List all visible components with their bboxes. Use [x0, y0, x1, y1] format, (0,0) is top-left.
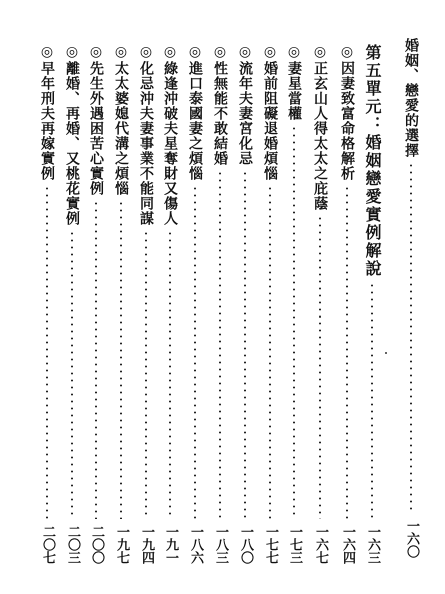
toc-entry-page: 一六〇 [404, 519, 419, 558]
dot-leader [46, 185, 48, 519]
section-heading-title: 第五單元：婚姻戀愛實例解說 [363, 44, 382, 278]
toc-entry [85, 44, 107, 564]
toc-entry-title: ◎婚前阻礙退婚煩惱 [262, 44, 278, 181]
toc-entry-title: ◎早年刑夫再嫁實例 [39, 44, 55, 181]
toc-entry-page: 一九四 [139, 525, 154, 564]
toc-entry-page: 二〇七 [40, 525, 55, 564]
toc-entry [259, 44, 281, 564]
toc-entry-page: 二〇〇 [89, 525, 104, 564]
toc-entry-page: 二〇三 [65, 525, 80, 564]
toc-entry [184, 44, 206, 564]
toc-entry-page: 一六四 [340, 525, 355, 564]
toc-entry-title: ◎妻星當權 [286, 44, 302, 121]
print-speck [319, 316, 321, 318]
toc-entry-title: ◎化忌沖夫妻事業不能同謀 [138, 44, 154, 226]
toc-entry-title: ◎先生外遇困苦心實例 [88, 44, 104, 196]
dot-leader [169, 230, 171, 519]
dot-leader [319, 215, 321, 519]
toc-entry-title: ◎因妻致富命格解析 [339, 44, 355, 181]
toc-entry-page: 一九七 [114, 525, 129, 564]
toc-entry [400, 38, 422, 558]
dot-leader [95, 200, 97, 519]
dot-leader [346, 185, 348, 519]
dot-leader [371, 282, 373, 519]
toc-entry-title: ◎性無能不敢結婚 [212, 44, 228, 166]
dot-leader [410, 162, 412, 513]
toc-entry-page: 一六七 [313, 525, 328, 564]
dot-leader [293, 125, 295, 519]
toc-entry-title: ◎太太婆媳代溝之煩惱 [113, 44, 129, 196]
toc-entry-title: ◎綠逢沖破夫星奪財又傷人 [162, 44, 178, 226]
toc-entry [209, 44, 231, 564]
toc-entry-title: ◎離婚、再婚、又桃花實例 [64, 44, 80, 226]
toc-entry-title: ◎進口泰國妻之煩惱 [187, 44, 203, 181]
dot-leader [120, 200, 122, 519]
toc-entry [309, 44, 331, 564]
toc-entry [234, 44, 256, 564]
toc-entry-page: 一九一 [163, 525, 178, 564]
dot-leader [194, 185, 196, 519]
dot-leader [244, 170, 246, 519]
toc-entry [135, 44, 157, 564]
toc-entry [110, 44, 132, 564]
dot-leader [71, 230, 73, 519]
dot-leader [219, 170, 221, 519]
dot-leader [145, 230, 147, 519]
toc-entry [336, 44, 358, 564]
toc-entry-page: 一七七 [263, 525, 278, 564]
toc-entry-title: 婚姻、戀愛的選擇 [403, 38, 419, 158]
toc-entry-title: ◎正玄山人得太太之庇蔭 [312, 44, 328, 211]
toc-entry-page: 一八〇 [238, 525, 253, 564]
toc-entry-page: 一七三 [287, 525, 302, 564]
toc-entry [61, 44, 83, 564]
toc-entry-page: 一八三 [213, 525, 228, 564]
toc-entry-title: ◎流年夫妻宮化忌 [237, 44, 253, 166]
section-heading [361, 44, 383, 564]
dot-leader [269, 185, 271, 519]
toc-entry-page: 一八六 [188, 525, 203, 564]
toc-entry [159, 44, 181, 564]
toc-entry [36, 44, 58, 564]
toc-entry [283, 44, 305, 564]
print-speck [385, 352, 387, 354]
section-heading-page: 一六三 [365, 525, 380, 564]
